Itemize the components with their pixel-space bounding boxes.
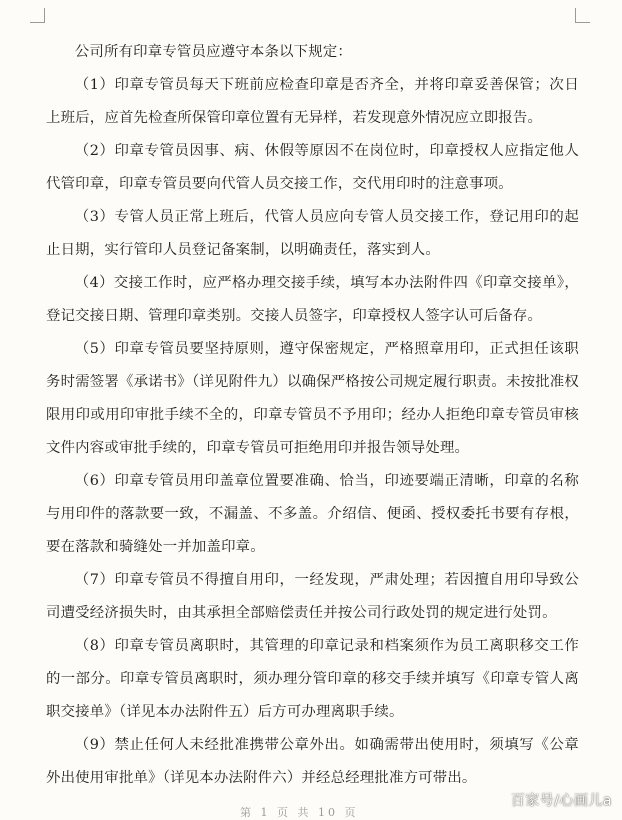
page-corner-mark-top-right <box>575 8 590 23</box>
watermark-text: 百家号/心画儿a <box>510 793 612 809</box>
paragraph-rule-5: （5）印章专管员要坚持原则，遵守保密规定，严格照章用印，正式担任该职务时需签署《承诺书》（详见附件九）以确保严格按公司规定履行职责。未按批准权限用印或用印审批手续不全的，印章专管员不予用印；经办人拒绝印章专管员审核文件内容或审批手续的，印章专管员可拒绝用印并报告领导处理。 <box>46 341 579 456</box>
paragraph-rule-9: （9）禁止任何人未经批准携带公章外出。如确需带出使用时，须填写《公章外出使用审批单》（详见本办法附件六）并经总经理批准方可带出。 <box>46 737 579 786</box>
page-number-footer: 第 1 页 共 10 页 <box>240 806 359 819</box>
paragraph-rule-2: （2）印章专管员因事、病、休假等原因不在岗位时，印章授权人应指定他人代管印章，印章专管员要向代管人员交接工作，交代用印时的注意事项。 <box>46 143 579 192</box>
paragraph-rule-7: （7）印章专管员不得擅自用印，一经发现，严肃处理；若因擅自用印导致公司遭受经济损失时，由其承担全部赔偿责任并按公司行政处罚的规定进行处罚。 <box>46 572 579 621</box>
document-body <box>46 36 579 795</box>
paragraph-rule-4: （4）交接工作时，应严格办理交接手续，填写本办法附件四《印章交接单》，登记交接日期、管理印章类别。交接人员签字，印章授权人签字认可后备存。 <box>46 275 579 324</box>
page-corner-mark-top-left <box>30 8 45 23</box>
paragraph-intro: 公司所有印章专管员应遵守本条以下规定： <box>74 44 353 60</box>
paragraph-rule-3: （3）专管人员正常上班后，代管人员应向专管人员交接工作，登记用印的起止日期，实行管印人员登记备案制，以明确责任，落实到人。 <box>46 209 579 258</box>
paragraph-rule-6: （6）印章专管员用印盖章位置要准确、恰当，印迹要端正清晰，印章的名称与用印件的落款要一致，不漏盖、不多盖。介绍信、便函、授权委托书要有存根，要在落款和骑缝处一并加盖印章。 <box>46 473 579 555</box>
paragraph-rule-8: （8）印章专管员离职时，其管理的印章记录和档案须作为员工离职移交工作的一部分。印章专管员离职时，须办理分管印章的移交手续并填写《印章专管人离职交接单》（详见本办法附件五）后方可办理离职手续。 <box>46 638 579 720</box>
paragraph-rule-1: （1）印章专管员每天下班前应检查印章是否齐全，并将印章妥善保管；次日上班后，应首先检查所保管印章位置有无异样，若发现意外情况应立即报告。 <box>46 77 579 126</box>
